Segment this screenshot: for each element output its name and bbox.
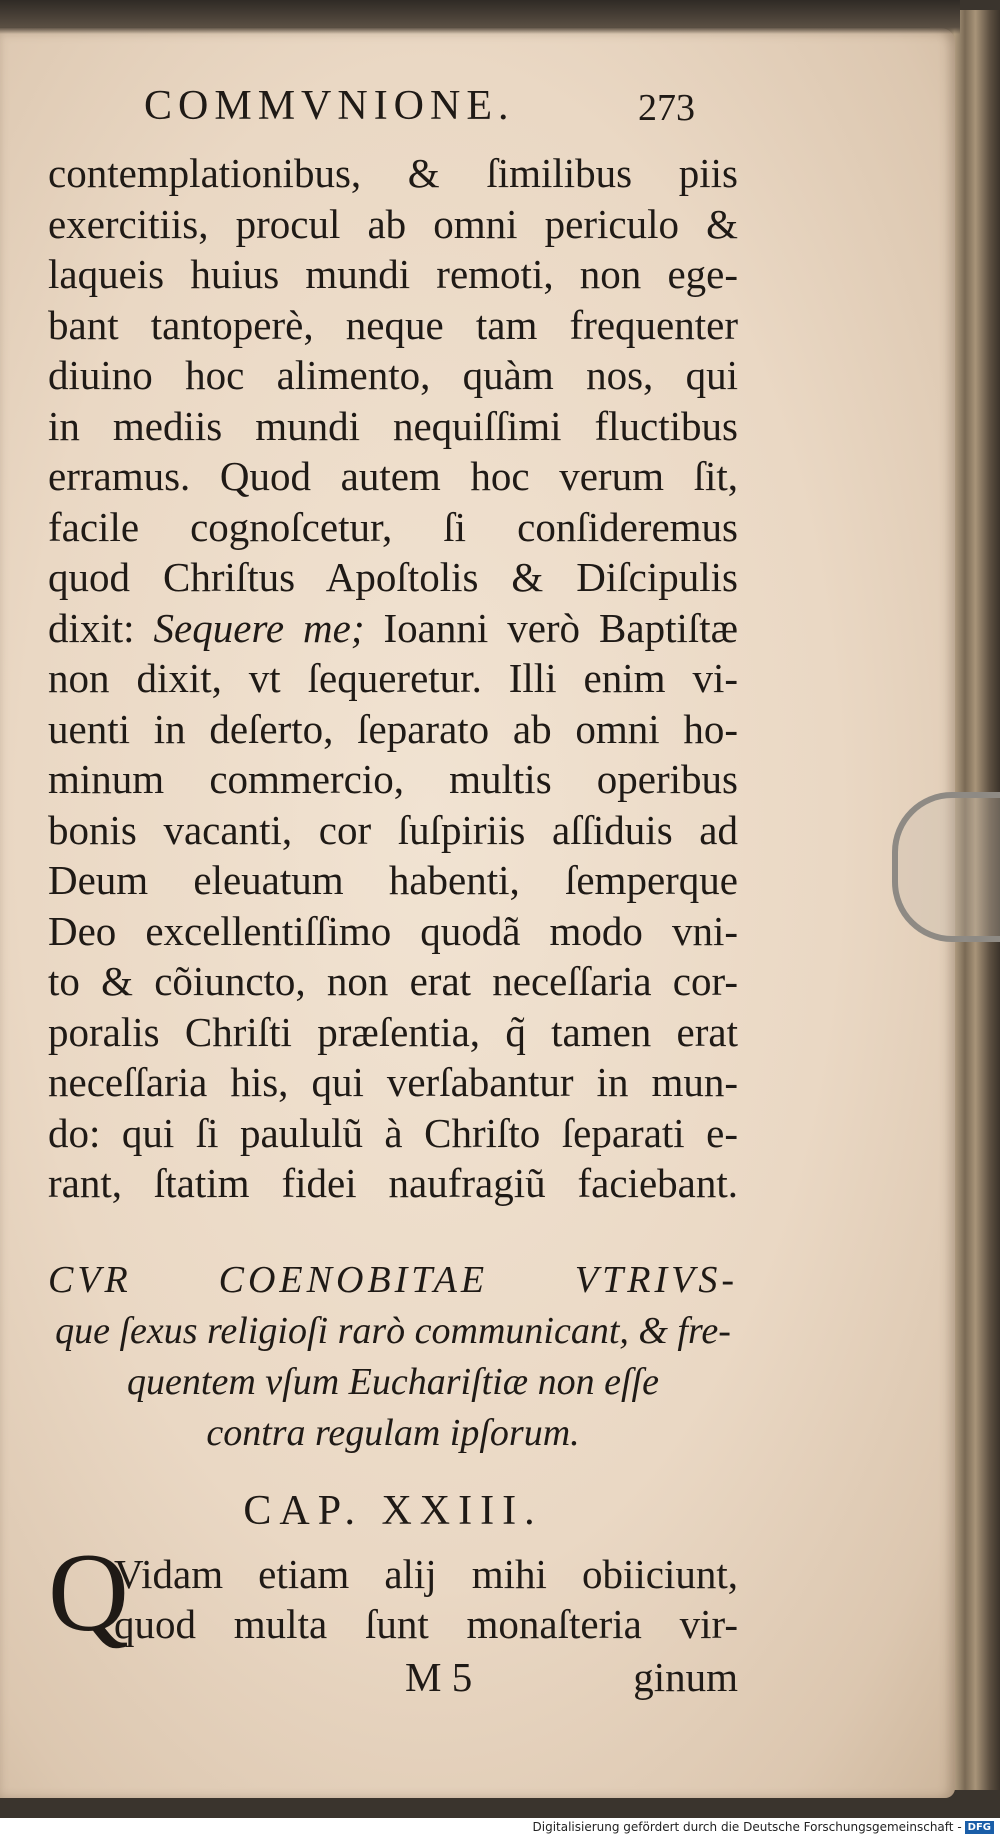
heading-line: contra regulam ipſorum. — [206, 1411, 580, 1454]
body-text — [48, 148, 738, 1209]
text-line: neceſſaria his, qui verſabantur in mun- — [48, 1059, 738, 1105]
dixit-start: dixit: — [48, 604, 154, 651]
text-line: poralis Chriſti præſentia, q̃ tamen erat — [48, 1008, 738, 1055]
text-line-dixit — [48, 603, 738, 654]
drop-cap: Q — [48, 1530, 129, 1655]
page-number: 273 — [638, 87, 695, 129]
text-line: bonis vacanti, cor ſuſpiriis aſſiduis ad — [48, 806, 738, 853]
text-line: Vidam etiam alij mihi obiiciunt, — [114, 1550, 738, 1597]
text-line: contemplationibus, & ſimilibus piis — [48, 150, 738, 196]
page-clip — [892, 792, 1000, 942]
heading-line: CVR COENOBITAE VTRIVS- — [48, 1258, 738, 1301]
text-line: uenti in deſerto, ſeparato ab omni ho- — [48, 705, 738, 752]
credit-bar — [0, 1818, 1000, 1840]
text-line: exercitiis, procul ab omni periculo & — [48, 200, 738, 247]
chapter-opening — [48, 1530, 738, 1655]
page-footer — [48, 1650, 738, 1704]
text-line: to & cõiuncto, non erat neceſſaria cor- — [48, 958, 738, 1004]
text-line: non dixit, vt ſequeretur. Illi enim vi- — [48, 655, 738, 701]
text-line: minum commercio, multis operibus — [48, 756, 738, 802]
catchword: ginum — [633, 1653, 738, 1700]
dfg-logo: DFG — [965, 1821, 994, 1834]
text-line: laqueis huius mundi remoti, non ege- — [48, 251, 738, 297]
text-line: quod multa ſunt monaſteria vir- — [114, 1601, 738, 1647]
text-block — [48, 82, 738, 1704]
section-heading — [48, 1255, 738, 1459]
text-line: in mediis mundi nequiſſimi fluctibus — [48, 402, 738, 449]
signature-mark: M 5 — [405, 1653, 473, 1700]
top-shadow — [0, 0, 960, 34]
text-line: rant, ſtatim fidei naufragiũ faciebant. — [48, 1160, 738, 1206]
text-line: Deo excellentiſſimo quodã modo vni- — [48, 907, 738, 954]
running-head-title: COMMVNIONE. — [144, 83, 515, 129]
running-head — [48, 82, 738, 142]
dixit-rest: Ioanni verò Baptiſtæ — [364, 604, 738, 651]
text-line: erramus. Quod autem hoc verum ſit, — [48, 453, 738, 499]
credit-text: Digitalisierung gefördert durch die Deutsche Forschungsgemeinschaft - — [532, 1820, 962, 1834]
text-line: do: qui ſi paululũ à Chriſto ſeparati e- — [48, 1109, 738, 1156]
text-line: facile cognoſcetur, ſi conſideremus — [48, 503, 738, 550]
chapter-number: CAP. XXIII. — [243, 1487, 543, 1534]
text-line: Deum eleuatum habenti, ſemperque — [48, 857, 738, 903]
credit-line — [533, 1820, 995, 1834]
text-line: diuino hoc alimento, quàm nos, qui — [48, 352, 738, 398]
text-line: quod Chriſtus Apoſtolis & Diſcipulis — [48, 554, 738, 600]
heading-line: que ſexus religioſi rarò communicant, & fre- — [55, 1309, 731, 1352]
text-line: bant tantoperè, neque tam frequenter — [48, 301, 738, 348]
quoted-words: Sequere me; — [153, 604, 365, 651]
heading-line: quentem vſum Euchariſtiæ non eſſe — [127, 1360, 659, 1403]
